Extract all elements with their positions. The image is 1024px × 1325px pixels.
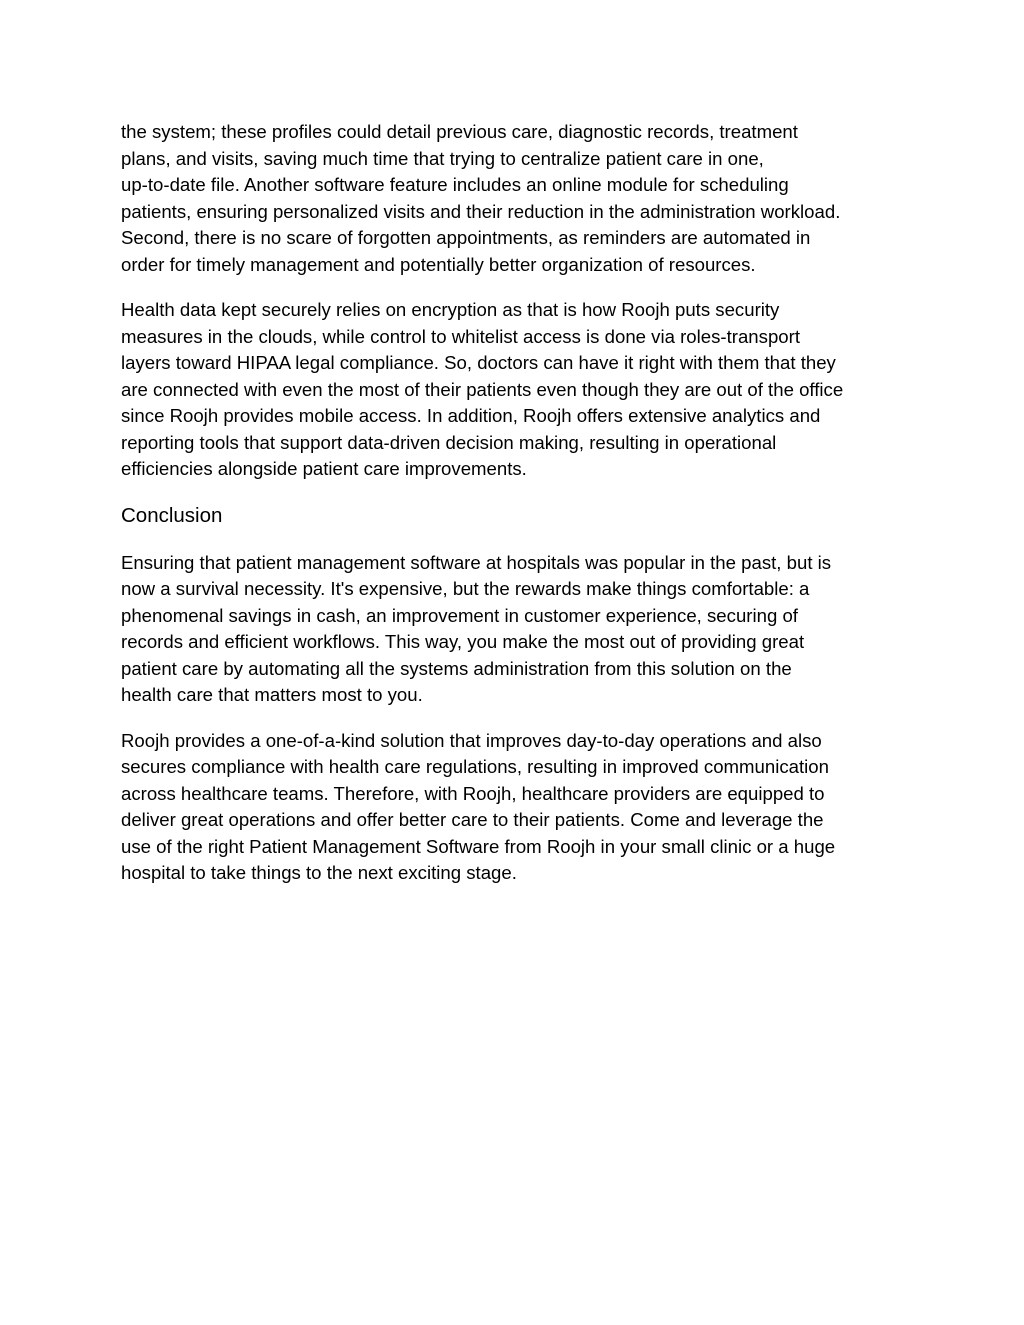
text-line: the system; these profiles could detail previous care, diagnostic records, treatment (121, 121, 798, 142)
text-line: Health data kept securely relies on encryption as that is how Roojh puts security (121, 299, 780, 320)
text-line: order for timely management and potentially better organization of resources. (121, 253, 756, 275)
text-line: patient care by automating all the systems administration from this solution on the (121, 657, 792, 679)
paragraph-conclusion-necessity (121, 550, 907, 709)
text-line: hospital to take things to the next exciting stage. (121, 862, 517, 883)
text-line: are connected with even the most of their patients even though they are out of the office (121, 378, 844, 400)
text-line: plans, and visits, saving much time that trying to centralize patient care in one, (121, 147, 764, 169)
section-heading-conclusion: Conclusion (121, 503, 223, 527)
text-line: efficiencies alongside patient care improvements. (121, 458, 527, 479)
paragraph-conclusion-roojh (121, 728, 907, 887)
text-line: reporting tools that support data-driven decision making, resulting in operational (121, 431, 777, 453)
text-line: Roojh provides a one-of-a-kind solution that improves day-to-day operations and also (121, 729, 822, 751)
text-line: Ensuring that patient management software at hospitals was popular in the past, but is (121, 551, 832, 573)
text-line: health care that matters most to you. (121, 684, 423, 705)
text-line: now a survival necessity. It's expensive, but the rewards make things comfortable: a (121, 578, 810, 599)
document-body (121, 119, 907, 906)
text-line: secures compliance with health care regulations, resulting in improved communication (121, 756, 829, 777)
text-line: patients, ensuring personalized visits and their reduction in the administration workload. (121, 200, 841, 222)
text-line: layers toward HIPAA legal compliance. So, doctors can have it right with them that they (121, 352, 836, 373)
text-line: since Roojh provides mobile access. In addition, Roojh offers extensive analytics and (121, 405, 821, 426)
text-line: deliver great operations and offer better care to their patients. Come and leverage the (121, 809, 824, 830)
text-line: phenomenal savings in cash, an improvement in customer experience, securing of (121, 604, 798, 626)
text-line: measures in the clouds, while control to whitelist access is done via roles-transport (121, 325, 800, 347)
text-line: records and efficient workflows. This way, you make the most out of providing great (121, 631, 805, 652)
text-line: use of the right Patient Management Software from Roojh in your small clinic or a huge (121, 835, 836, 857)
text-line: up-to-date file. Another software feature includes an online module for scheduling (121, 174, 789, 195)
paragraph-health-data-security (121, 297, 907, 483)
text-line: across healthcare teams. Therefore, with Roojh, healthcare providers are equipped to (121, 782, 825, 804)
paragraph-patient-profiles (121, 119, 907, 278)
text-line: Second, there is no scare of forgotten appointments, as reminders are automated in (121, 227, 811, 248)
